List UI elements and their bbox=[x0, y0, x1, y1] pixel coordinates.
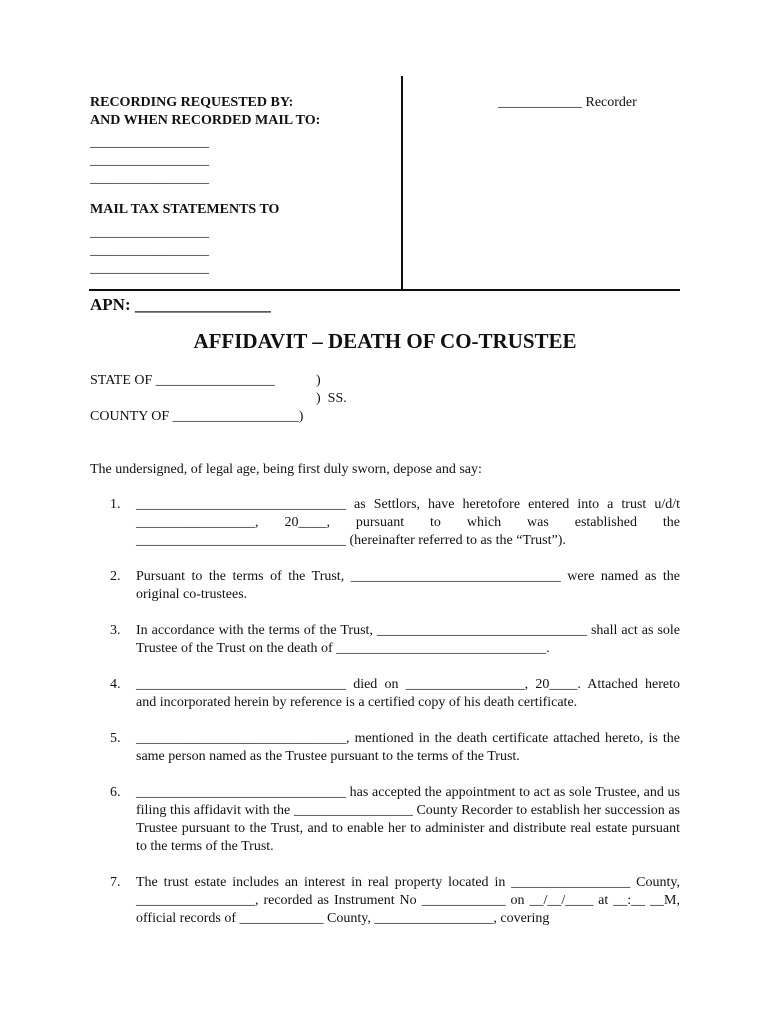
item-number: 7. bbox=[110, 875, 121, 890]
recorder-label: ____________ Recorder bbox=[498, 95, 637, 110]
item-number: 6. bbox=[110, 785, 121, 800]
mail-to-blank-3: _________________ bbox=[90, 171, 209, 186]
state-of-field: STATE OF _________________ bbox=[90, 373, 275, 388]
item-number: 4. bbox=[110, 677, 121, 692]
item-number: 1. bbox=[110, 497, 121, 512]
mail-to-blank-2: _________________ bbox=[90, 153, 209, 168]
item-text: Pursuant to the terms of the Trust, ______________________________ were named as the original co-trustees. bbox=[136, 569, 680, 602]
item-text: In accordance with the terms of the Trust, ______________________________ shall act as sole Trustee of the Trust on the death of ______________________________. bbox=[136, 623, 680, 656]
mail-tax-label: MAIL TAX STATEMENTS TO bbox=[90, 202, 280, 217]
item-number: 2. bbox=[110, 569, 121, 584]
recording-requested-label: RECORDING REQUESTED BY: bbox=[90, 95, 294, 110]
document-title: AFFIDAVIT – DEATH OF CO-TRUSTEE bbox=[193, 329, 577, 353]
venue-paren-1: ) bbox=[316, 373, 321, 388]
when-recorded-label: AND WHEN RECORDED MAIL TO: bbox=[90, 113, 321, 128]
tax-blank-2: _________________ bbox=[90, 243, 209, 258]
tax-blank-3: _________________ bbox=[90, 261, 209, 276]
header-vertical-divider bbox=[401, 76, 403, 290]
tax-blank-1: _________________ bbox=[90, 225, 209, 240]
venue-ss: ) SS. bbox=[316, 391, 347, 406]
affidavit-items bbox=[90, 496, 680, 946]
item-text: The trust estate includes an interest in real property located in _________________ County, _________________, recorded as Instrument No ____________ on __/__/____ at __:__ __M, official records of ____________ County, _________________, covering bbox=[136, 875, 680, 926]
apn-field: APN: ________________ bbox=[90, 295, 271, 314]
item-text: ______________________________ died on _________________, 20____. Attached hereto and incorporated herein by reference is a certified copy of his death certificate. bbox=[136, 677, 680, 710]
item-number: 3. bbox=[110, 623, 121, 638]
county-of-field: COUNTY OF __________________) bbox=[90, 409, 304, 424]
item-text: ______________________________ as Settlors, have heretofore entered into a trust u/d/t _________________, 20____, pursuant to which was established the ______________________________ (hereinafter referred to as the “Trust”). bbox=[136, 497, 680, 548]
header-horizontal-divider bbox=[89, 289, 680, 291]
list-item bbox=[90, 568, 680, 604]
list-item bbox=[90, 496, 680, 550]
list-item bbox=[90, 730, 680, 766]
list-item bbox=[90, 676, 680, 712]
mail-to-blank-1: _________________ bbox=[90, 135, 209, 150]
intro-statement: The undersigned, of legal age, being first duly sworn, depose and say: bbox=[90, 462, 482, 477]
list-item bbox=[90, 874, 680, 928]
list-item bbox=[90, 784, 680, 856]
list-item bbox=[90, 622, 680, 658]
item-text: ______________________________ has accepted the appointment to act as sole Trustee, and us filing this affidavit with the _________________ County Recorder to establish her succession as Trustee pursuant to the Trust, and to enable her to administer and distribute real estate pursuant to the terms of the Trust. bbox=[136, 785, 680, 854]
item-text: ______________________________, mentioned in the death certificate attached hereto, is the same person named as the Trustee pursuant to the terms of the Trust. bbox=[136, 731, 680, 764]
item-number: 5. bbox=[110, 731, 121, 746]
